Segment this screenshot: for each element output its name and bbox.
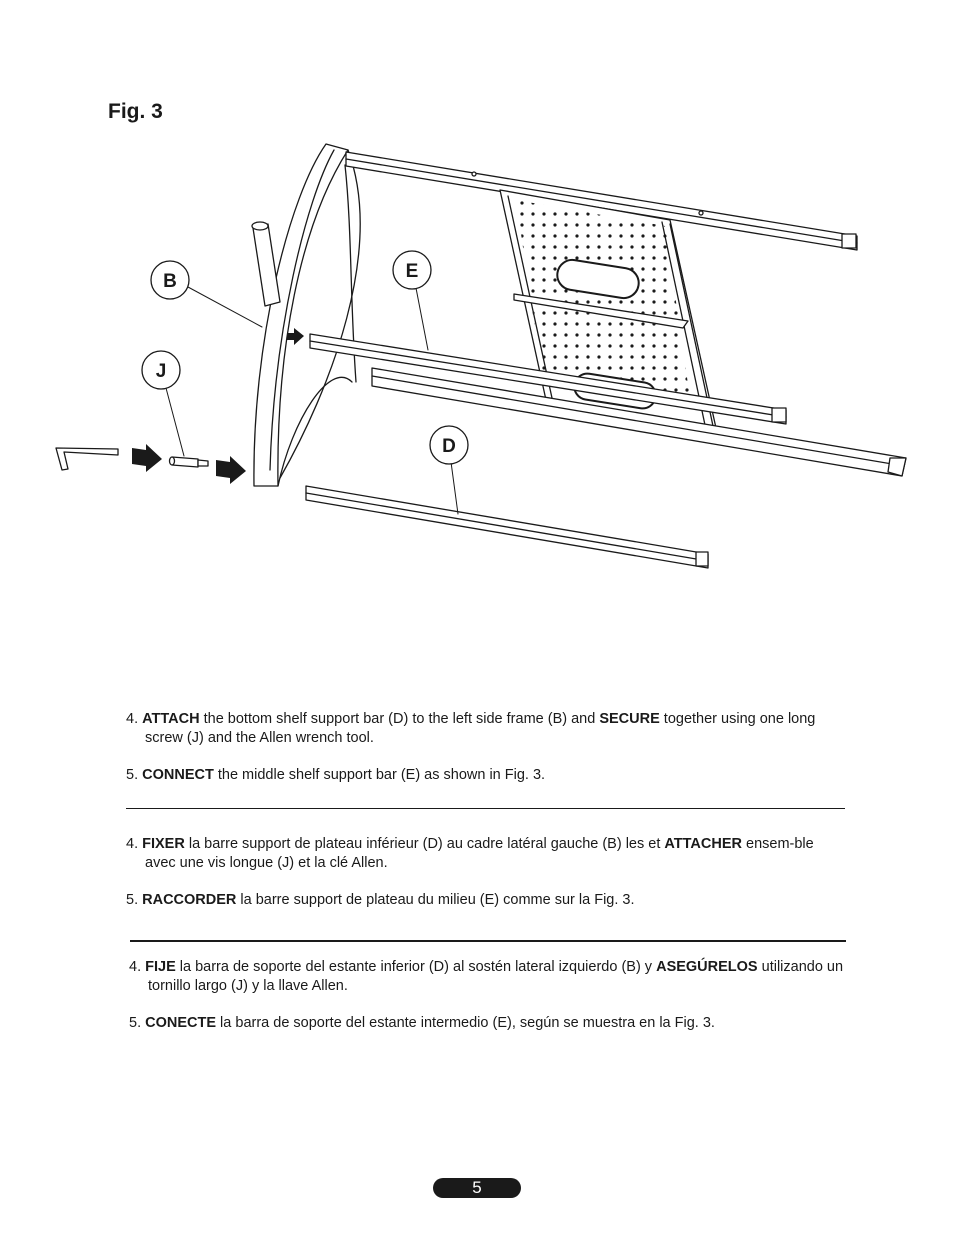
step-4: 4. FIJE la barra de soporte del estante inferior (D) al sostén lateral izquierdo (B) y ASEGÚRELOS utilizando un tornillo largo (J) y la llave Allen. bbox=[129, 959, 844, 994]
callout-j-label: J bbox=[155, 361, 167, 382]
instructions-english bbox=[126, 710, 846, 785]
step-4: 4. FIXER la barre support de plateau inférieur (D) au cadre latéral gauche (B) les et ATTACHER ensem-ble avec une vis longue (J) et la clé Allen. bbox=[126, 836, 814, 871]
section-divider bbox=[126, 808, 845, 809]
step-5: 5. RACCORDER la barre support de plateau du milieu (E) comme sur la Fig. 3. bbox=[126, 892, 635, 908]
callout-d-label: D bbox=[442, 436, 456, 457]
figure-title: Fig. 3 bbox=[108, 100, 163, 123]
section-divider bbox=[130, 940, 846, 942]
instructions-spanish bbox=[129, 958, 849, 1033]
bottom-shelf-bar-d bbox=[306, 486, 708, 568]
allen-wrench bbox=[56, 448, 118, 470]
callout-d bbox=[430, 426, 468, 464]
page-number: 5 bbox=[433, 1178, 521, 1198]
left-side-frame bbox=[254, 144, 360, 486]
callout-b bbox=[151, 261, 189, 299]
step-4: 4. ATTACH the bottom shelf support bar (D) to the left side frame (B) and SECURE together using one long screw (J) and the Allen wrench tool. bbox=[126, 711, 816, 746]
callout-e bbox=[393, 251, 431, 289]
instructions-french bbox=[126, 835, 846, 910]
callout-b-label: B bbox=[163, 271, 177, 292]
upright-post bbox=[252, 222, 280, 306]
step-5: 5. CONECTE la barra de soporte del estante intermedio (E), según se muestra en la Fig. 3. bbox=[129, 1015, 715, 1031]
callout-e-label: E bbox=[405, 261, 419, 282]
callout-j bbox=[142, 351, 180, 389]
long-screw-j bbox=[170, 457, 209, 467]
assembly-diagram bbox=[0, 0, 954, 600]
step-5: 5. CONNECT the middle shelf support bar (E) as shown in Fig. 3. bbox=[126, 767, 546, 783]
